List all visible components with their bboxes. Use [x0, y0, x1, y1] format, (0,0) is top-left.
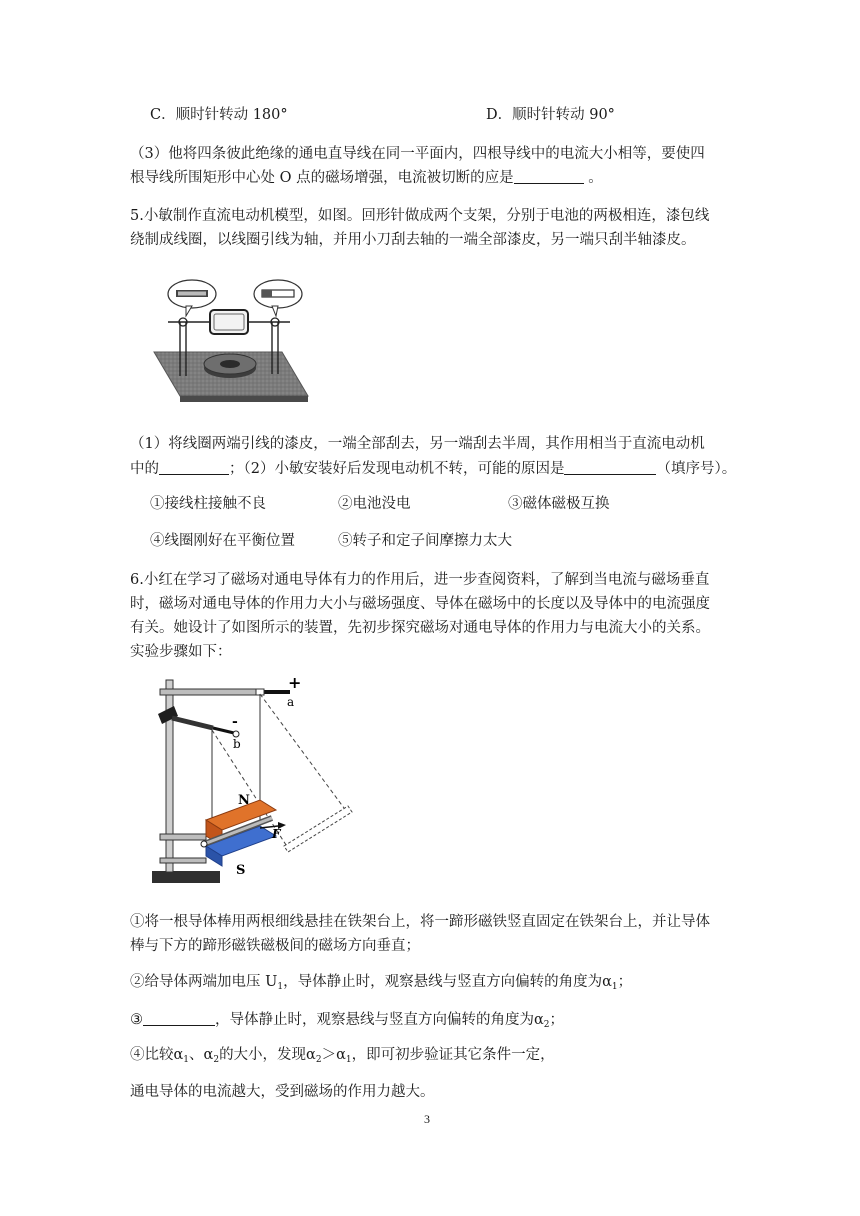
q6-line2: 时，磁场对通电导体的作用力大小与磁场强度、导体在磁场中的长度以及导体中的电流强度 [130, 596, 710, 612]
step1-line1: ①将一根导体棒用两根细线悬挂在铁架台上，将一蹄形磁铁竖直固定在铁架台上，并让导体 [130, 914, 710, 930]
option-d: D．顺时针转动 90° [486, 107, 615, 123]
step3: ③ ，导体静止时，观察悬线与竖直方向偏转的角度为$\alpha_2$； [130, 1009, 564, 1035]
choice-5: ⑤转子和定子间摩擦力太大 [338, 533, 512, 549]
step4-line2: 通电导体的电流越大，受到磁场的作用力越大。 [130, 1084, 435, 1100]
answer-blank[interactable] [159, 458, 229, 475]
choice-1: ①接线柱接触不良 [150, 496, 266, 512]
motor-model-figure [150, 272, 310, 412]
q4-part3-line1: （3）他将四条彼此绝缘的通电直导线在同一平面内，四根导线中的电流大小相等，要使四 [130, 146, 705, 162]
q4-part3-line2: 根导线所围矩形中心处 O 点的磁场增强，电流被切断的应是 。 [130, 167, 603, 188]
minus-label: - [232, 714, 238, 730]
q4-part3-text: 根导线所围矩形中心处 O 点的磁场增强，电流被切断的应是 [130, 170, 514, 186]
q5-part1-line2: 中的 ；（2）小敏安装好后发现电动机不转，可能的原因是 （填序号）。 [130, 458, 736, 479]
step4: ④比较$\alpha_1$、$\alpha_2$的大小，发现$\alpha_2>\alpha_1$，即可初步验证其它条件一定， [130, 1047, 555, 1065]
q6-line3: 有关。她设计了如图所示的装置，先初步探究磁场对通电导体的作用力与电流大小的关系。 [130, 620, 710, 636]
south-pole-label: S [236, 863, 246, 878]
q5-part1-line1: （1）将线圈两端引线的漆皮，一端全部刮去，另一端刮去半周，其作用相当于直流电动机 [130, 436, 705, 452]
answer-blank[interactable] [143, 1009, 215, 1026]
apparatus-figure [148, 676, 363, 888]
choice-2: ②电池没电 [338, 496, 411, 512]
q6-line1: 6.小红在学习了磁场对通电导体有力的作用后，进一步查阅资料，了解到当电流与磁场垂直 [130, 572, 710, 588]
q5-line2: 绕制成线圈，以线圈引线为轴，并用小刀刮去轴的一端全部漆皮，另一端只刮半轴漆皮。 [130, 232, 696, 248]
terminal-b-label: b [233, 737, 241, 751]
page-number: 3 [424, 1112, 430, 1126]
step2: ②给导体两端加电压 $U_1$，导体静止时，观察悬线与竖直方向偏转的角度为$\alpha_1$； [130, 974, 633, 992]
step1-line2: 棒与下方的蹄形磁铁磁极间的磁场方向垂直； [130, 938, 420, 954]
q6-line4: 实验步骤如下： [130, 644, 232, 660]
north-pole-label: N [238, 793, 250, 808]
option-c: C．顺时针转动 180° [150, 107, 288, 123]
q5-line1: 5.小敏制作直流电动机模型，如图。回形针做成两个支架，分别于电池的两极相连，漆包线 [130, 208, 710, 224]
terminal-a-label: a [287, 695, 295, 709]
choice-4: ④线圈刚好在平衡位置 [150, 533, 295, 549]
force-label: F [272, 827, 281, 841]
answer-blank[interactable] [514, 167, 584, 184]
answer-blank[interactable] [564, 458, 656, 475]
choice-3: ③磁体磁极互换 [508, 496, 610, 512]
plus-label: + [288, 676, 302, 692]
